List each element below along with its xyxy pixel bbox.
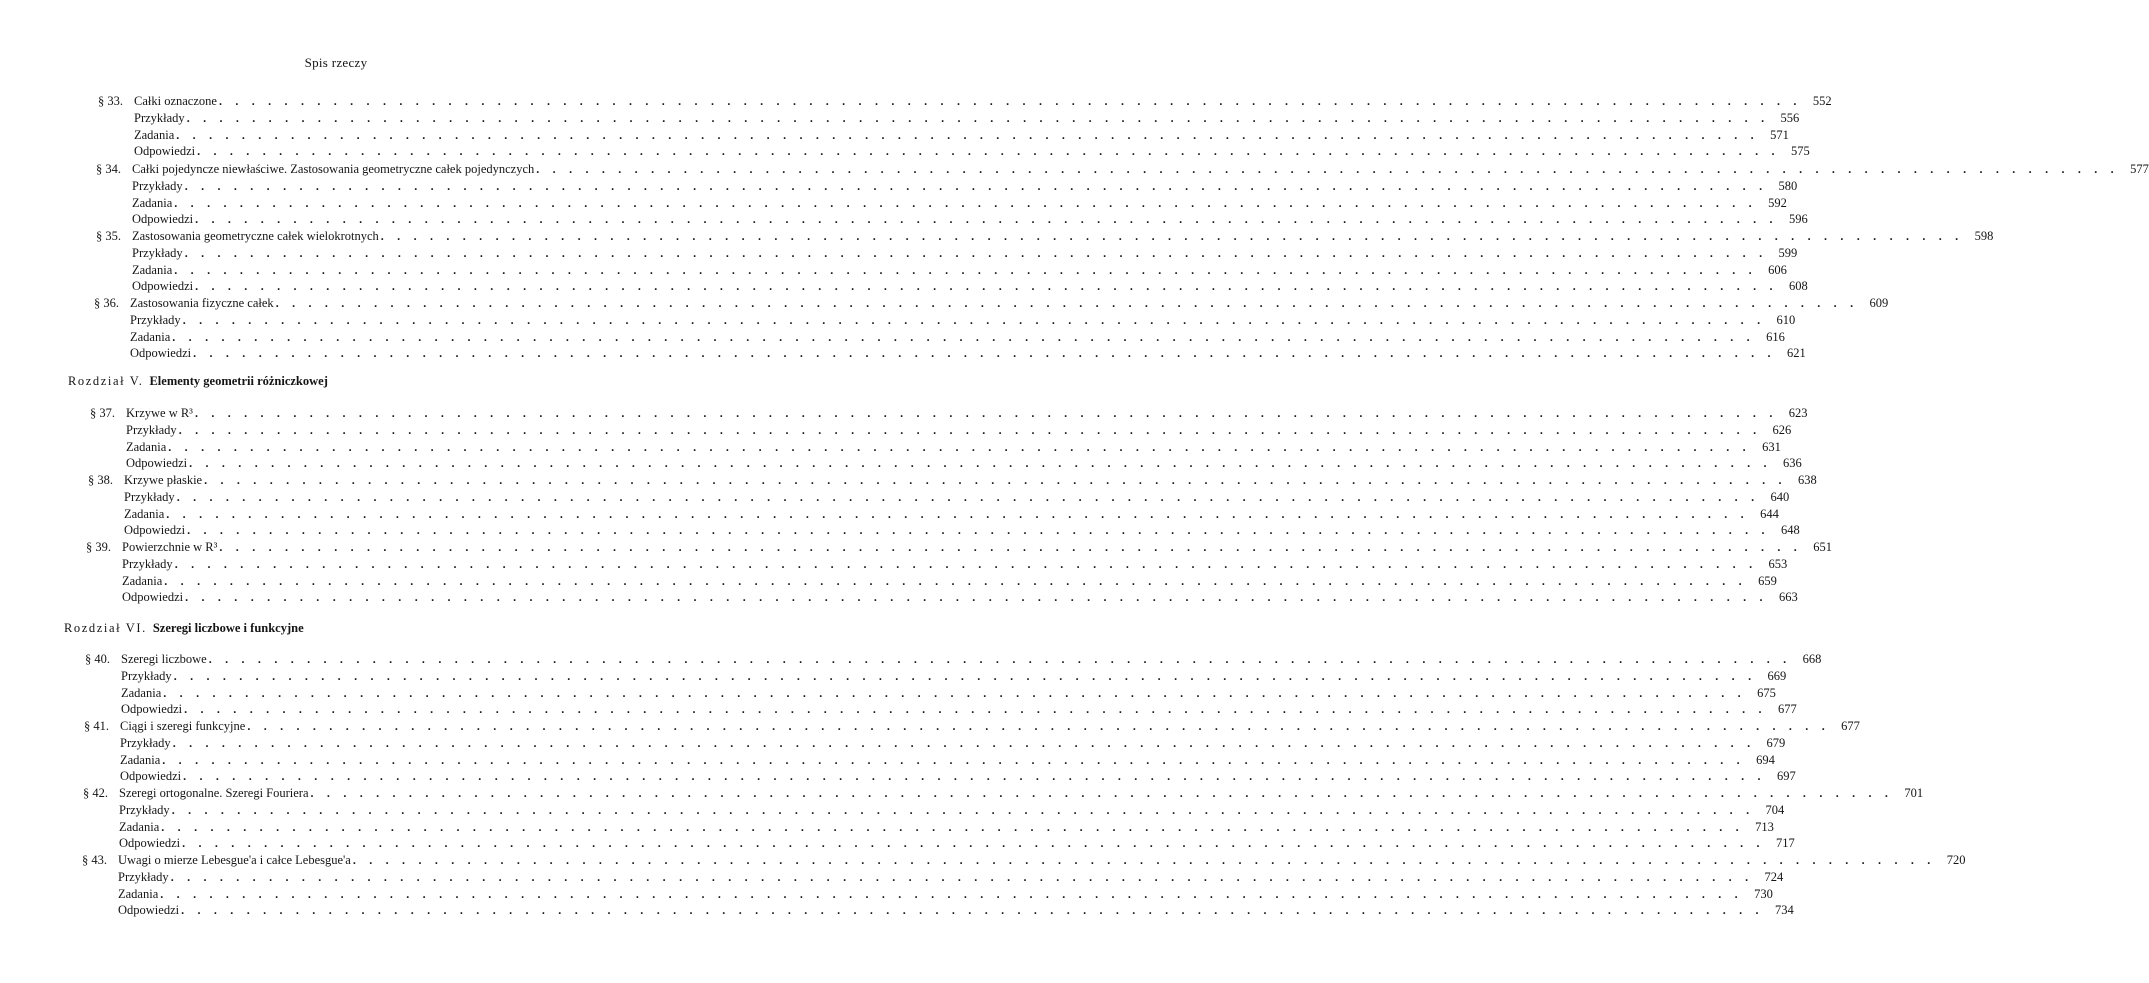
dot-leader: . . . . . . . . . . . . . . . . . . . . . . . . . . . . . . . . . . . . . . . . . . . . . . . . . . . . . . . . . . . . . . . . . . . . . . . . . . . . . . . . . . . . . . . . . . . . . . . . . — [178, 422, 1762, 437]
dot-leader: . . . . . . . . . . . . . . . . . . . . . . . . . . . . . . . . . . . . . . . . . . . . . . . . . . . . . . . . . . . . . . . . . . . . . . . . . . . . . . . . . . . . . . . . . . . . . . . . . — [183, 769, 1766, 784]
section-title: Szeregi ortogonalne. Szeregi Fouriera — [119, 786, 309, 800]
subentry-label: Zadania — [124, 506, 165, 521]
subentry-label: Przykłady — [121, 668, 172, 683]
chapter-title: Szeregi liczbowe i funkcyjne — [152, 621, 304, 635]
page-number: 596 — [1788, 212, 1808, 227]
page-title: Spis rzeczy — [304, 55, 368, 70]
subentry-label: Odpowiedzi — [119, 836, 181, 851]
page-number: 640 — [1770, 489, 1790, 504]
page-number: 610 — [1776, 312, 1796, 327]
page-number: 730 — [1754, 886, 1773, 901]
dot-leader: . . . . . . . . . . . . . . . . . . . . . . . . . . . . . . . . . . . . . . . . . . . . . . . . . . . . . . . . . . . . . . . . . . . . . . . . . . . . . . . . . . . . . . . . . . . . . . . . . — [174, 195, 1757, 210]
subentry-label: Przykłady — [124, 489, 175, 504]
subentry-label: Przykłady — [120, 735, 171, 750]
dot-leader: . . . . . . . . . . . . . . . . . . . . . . . . . . . . . . . . . . . . . . . . . . . . . . . . . . . . . . . . . . . . . . . . . . . . . . . . . . . . . . . . . . . . . . . . . . . . . . . . . — [168, 439, 1751, 454]
page-number: 724 — [1764, 869, 1784, 884]
toc-subentry-row[interactable] — [83, 835, 1795, 851]
dot-leader: . . . . . . . . . . . . . . . . . . . . . . . . . . . . . . . . . . . . . . . . . . . . . . . . . . . . . . . . . . . . . . . . . . . . . . . . . . . . . . . . . . . . . . . . . . . . . . . . . — [162, 752, 1745, 767]
page-number: 720 — [1946, 853, 1966, 867]
page-number: 556 — [1780, 110, 1800, 125]
page-number: 701 — [1904, 786, 1924, 800]
page-number: 663 — [1778, 590, 1798, 605]
page-number: 552 — [1812, 94, 1832, 108]
toc-subentry-row[interactable] — [90, 422, 1792, 438]
section-number: § 36. — [94, 296, 119, 310]
page-number: 626 — [1772, 422, 1792, 437]
page-number: 648 — [1780, 523, 1800, 538]
section-title: Krzywe w R³ — [126, 406, 193, 420]
dot-leader: . . . . . . . . . . . . . . . . . . . . . . . . . . . . . . . . . . . . . . . . . . . . . . . . . . . . . . . . . . . . . . . . . . . . . . . . . . . . . . . . . . . . . . . . . . . . . . . . . — [182, 312, 1766, 327]
toc-subentry-row[interactable] — [88, 506, 1779, 522]
page-number: 651 — [1813, 540, 1833, 554]
toc-subentry-row[interactable] — [96, 278, 1808, 294]
toc-section-row[interactable] — [88, 472, 1817, 488]
page-number: 599 — [1778, 245, 1798, 260]
subentry-label: Zadania — [132, 262, 173, 277]
dot-leader: . . . . . . . . . . . . . . . . . . . . . . . . . . . . . . . . . . . . . . . . . . . . . . . . . . . . . . . . . . . . . . . . . . . . . . . . . . . . . . . . . . . . . . . . . . . . . . . . . — [194, 406, 1778, 420]
section-title: Zastosowania geometryczne całek wielokrotnych — [132, 229, 379, 243]
toc-subentry-row[interactable] — [86, 573, 1777, 589]
subentry-label: Zadania — [120, 752, 161, 767]
chapter-label: Rozdział V. — [68, 374, 144, 388]
section-title: Zastosowania fizyczne całek — [130, 296, 274, 310]
section-number: § 38. — [88, 473, 113, 487]
subentry-label: Odpowiedzi — [132, 279, 194, 294]
toc-subentry-row[interactable] — [98, 110, 1800, 126]
dot-leader: . . . . . . . . . . . . . . . . . . . . . . . . . . . . . . . . . . . . . . . . . . . . . . . . . . . . . . . . . . . . . . . . . . . . . . . . . . . . . . . . . . . . . . . . . . . . . . . . . — [536, 162, 2119, 176]
subentry-label: Przykłady — [134, 110, 185, 125]
subentry-label: Odpowiedzi — [118, 903, 180, 918]
dot-leader: . . . . . . . . . . . . . . . . . . . . . . . . . . . . . . . . . . . . . . . . . . . . . . . . . . . . . . . . . . . . . . . . . . . . . . . . . . . . . . . . . . . . . . . . . . . . . . . . . — [184, 702, 1767, 717]
toc-subentry-row[interactable] — [90, 439, 1781, 455]
subentry-label: Zadania — [118, 886, 159, 901]
dot-leader: . . . . . . . . . . . . . . . . . . . . . . . . . . . . . . . . . . . . . . . . . . . . . . . . . . . . . . . . . . . . . . . . . . . . . . . . . . . . . . . . . . . . . . . . . . . . . . . . . — [204, 473, 1787, 487]
page-number: 679 — [1766, 735, 1786, 750]
toc-subentry-row[interactable] — [84, 768, 1796, 784]
dot-leader: . . . . . . . . . . . . . . . . . . . . . . . . . . . . . . . . . . . . . . . . . . . . . . . . . . . . . . . . . . . . . . . . . . . . . . . . . . . . . . . . . . . . . . . . . . . . . . . . . — [176, 127, 1759, 142]
page-number: 609 — [1869, 296, 1889, 310]
toc-subentry-row[interactable] — [96, 178, 1798, 194]
page-number: 659 — [1758, 573, 1777, 588]
dot-leader: . . . . . . . . . . . . . . . . . . . . . . . . . . . . . . . . . . . . . . . . . . . . . . . . . . . . . . . . . . . . . . . . . . . . . . . . . . . . . . . . . . . . . . . . . . . . . . . . . — [163, 685, 1746, 700]
page-number: 734 — [1774, 903, 1794, 918]
toc-subentry-row[interactable] — [96, 211, 1808, 227]
toc-subentry-row[interactable] — [85, 685, 1776, 701]
dot-leader: . . . . . . . . . . . . . . . . . . . . . . . . . . . . . . . . . . . . . . . . . . . . . . . . . . . . . . . . . . . . . . . . . . . . . . . . . . . . . . . . . . . . . . . . . . . . . . . . . — [195, 279, 1778, 294]
chapter-label: Rozdział VI. — [64, 621, 147, 635]
page-number: 653 — [1768, 556, 1788, 571]
toc-subentry-row[interactable] — [82, 902, 1794, 918]
dot-leader: . . . . . . . . . . . . . . . . . . . . . . . . . . . . . . . . . . . . . . . . . . . . . . . . . . . . . . . . . . . . . . . . . . . . . . . . . . . . . . . . . . . . . . . . . . . . . . . . . — [173, 668, 1757, 683]
page-number: 675 — [1757, 685, 1776, 700]
toc-subentry-row[interactable] — [94, 345, 1806, 361]
section-number: § 35. — [96, 229, 121, 243]
section-title: Powierzchnie w R³ — [122, 540, 218, 554]
page-number: 571 — [1770, 127, 1789, 142]
subentry-label: Przykłady — [122, 556, 173, 571]
subentry-label: Przykłady — [132, 245, 183, 260]
toc-subentry-row[interactable] — [84, 752, 1775, 768]
section-number: § 43. — [82, 853, 107, 867]
toc-section-row[interactable] — [98, 93, 1832, 109]
page-number: 694 — [1756, 752, 1775, 767]
toc-subentry-row[interactable] — [86, 556, 1788, 572]
toc-subentry-row[interactable] — [85, 668, 1787, 684]
section-number: § 37. — [90, 406, 115, 420]
subentry-label: Przykłady — [132, 178, 183, 193]
dot-leader: . . . . . . . . . . . . . . . . . . . . . . . . . . . . . . . . . . . . . . . . . . . . . . . . . . . . . . . . . . . . . . . . . . . . . . . . . . . . . . . . . . . . . . . . . . . . . . . . . — [197, 144, 1780, 159]
page-number: 631 — [1762, 439, 1781, 454]
dot-leader: . . . . . . . . . . . . . . . . . . . . . . . . . . . . . . . . . . . . . . . . . . . . . . . . . . . . . . . . . . . . . . . . . . . . . . . . . . . . . . . . . . . . . . . . . . . . . . . . . — [171, 802, 1755, 817]
page-number: 575 — [1790, 144, 1810, 159]
toc-section-row[interactable] — [85, 651, 1822, 667]
dot-leader: . . . . . . . . . . . . . . . . . . . . . . . . . . . . . . . . . . . . . . . . . . . . . . . . . . . . . . . . . . . . . . . . . . . . . . . . . . . . . . . . . . . . . . . . . . . . . . . . . — [193, 346, 1776, 361]
toc-subentry-row[interactable] — [86, 589, 1798, 605]
toc-subentry-row[interactable] — [94, 312, 1796, 328]
toc-section-row[interactable] — [86, 539, 1833, 555]
dot-leader: . . . . . . . . . . . . . . . . . . . . . . . . . . . . . . . . . . . . . . . . . . . . . . . . . . . . . . . . . . . . . . . . . . . . . . . . . . . . . . . . . . . . . . . . . . . . . . . . . — [172, 329, 1755, 344]
toc-subentry-row[interactable] — [82, 886, 1773, 902]
subentry-label: Przykłady — [118, 869, 169, 884]
dot-leader: . . . . . . . . . . . . . . . . . . . . . . . . . . . . . . . . . . . . . . . . . . . . . . . . . . . . . . . . . . . . . . . . . . . . . . . . . . . . . . . . . . . . . . . . . . . . . . . . . — [181, 903, 1764, 918]
subentry-label: Odpowiedzi — [121, 702, 183, 717]
subentry-label: Odpowiedzi — [130, 346, 192, 361]
toc-subentry-row[interactable] — [84, 735, 1786, 751]
toc-section-row[interactable] — [90, 405, 1808, 421]
subentry-label: Przykłady — [126, 422, 177, 437]
dot-leader: . . . . . . . . . . . . . . . . . . . . . . . . . . . . . . . . . . . . . . . . . . . . . . . . . . . . . . . . . . . . . . . . . . . . . . . . . . . . . . . . . . . . . . . . . . . . . . . . . — [380, 229, 1964, 243]
toc-subentry-row[interactable] — [88, 489, 1790, 505]
section-number: § 33. — [98, 94, 123, 108]
page-number: 677 — [1841, 719, 1860, 733]
subentry-label: Zadania — [130, 329, 171, 344]
subentry-label: Zadania — [134, 127, 175, 142]
page-number: 577 — [2130, 162, 2149, 176]
dot-leader: . . . . . . . . . . . . . . . . . . . . . . . . . . . . . . . . . . . . . . . . . . . . . . . . . . . . . . . . . . . . . . . . . . . . . . . . . . . . . . . . . . . . . . . . . . . . . . . . . — [195, 212, 1778, 227]
page-number: 608 — [1788, 279, 1808, 294]
subentry-label: Przykłady — [130, 312, 181, 327]
page-number: 592 — [1768, 195, 1787, 210]
toc-section-row[interactable] — [96, 228, 1994, 244]
dot-leader: . . . . . . . . . . . . . . . . . . . . . . . . . . . . . . . . . . . . . . . . . . . . . . . . . . . . . . . . . . . . . . . . . . . . . . . . . . . . . . . . . . . . . . . . . . . . . . . . . — [184, 178, 1768, 193]
subentry-label: Zadania — [121, 685, 162, 700]
dot-leader: . . . . . . . . . . . . . . . . . . . . . . . . . . . . . . . . . . . . . . . . . . . . . . . . . . . . . . . . . . . . . . . . . . . . . . . . . . . . . . . . . . . . . . . . . . . . . . . . . — [208, 652, 1792, 666]
toc-section-row[interactable] — [96, 161, 2149, 177]
dot-leader: . . . . . . . . . . . . . . . . . . . . . . . . . . . . . . . . . . . . . . . . . . . . . . . . . . . . . . . . . . . . . . . . . . . . . . . . . . . . . . . . . . . . . . . . . . . . . . . . . — [247, 719, 1830, 733]
toc-section-row[interactable] — [83, 785, 1924, 801]
dot-leader: . . . . . . . . . . . . . . . . . . . . . . . . . . . . . . . . . . . . . . . . . . . . . . . . . . . . . . . . . . . . . . . . . . . . . . . . . . . . . . . . . . . . . . . . . . . . . . . . . — [187, 523, 1770, 538]
toc-subentry-row[interactable] — [94, 329, 1785, 345]
dot-leader: . . . . . . . . . . . . . . . . . . . . . . . . . . . . . . . . . . . . . . . . . . . . . . . . . . . . . . . . . . . . . . . . . . . . . . . . . . . . . . . . . . . . . . . . . . . . . . . . . — [182, 836, 1765, 851]
toc-section-row[interactable] — [82, 852, 1966, 868]
toc-subentry-row[interactable] — [82, 869, 1784, 885]
section-title: Całki oznaczone — [134, 94, 217, 108]
toc-subentry-row[interactable] — [83, 819, 1774, 835]
dot-leader: . . . . . . . . . . . . . . . . . . . . . . . . . . . . . . . . . . . . . . . . . . . . . . . . . . . . . . . . . . . . . . . . . . . . . . . . . . . . . . . . . . . . . . . . . . . . . . . . . — [172, 735, 1756, 750]
dot-leader: . . . . . . . . . . . . . . . . . . . . . . . . . . . . . . . . . . . . . . . . . . . . . . . . . . . . . . . . . . . . . . . . . . . . . . . . . . . . . . . . . . . . . . . . . . . . . . . . . — [218, 94, 1802, 108]
subentry-label: Zadania — [122, 573, 163, 588]
page-number: 717 — [1775, 836, 1795, 851]
dot-leader: . . . . . . . . . . . . . . . . . . . . . . . . . . . . . . . . . . . . . . . . . . . . . . . . . . . . . . . . . . . . . . . . . . . . . . . . . . . . . . . . . . . . . . . . . . . . . . . . . — [310, 786, 1894, 800]
dot-leader: . . . . . . . . . . . . . . . . . . . . . . . . . . . . . . . . . . . . . . . . . . . . . . . . . . . . . . . . . . . . . . . . . . . . . . . . . . . . . . . . . . . . . . . . . . . . . . . . . — [352, 853, 1936, 867]
dot-leader: . . . . . . . . . . . . . . . . . . . . . . . . . . . . . . . . . . . . . . . . . . . . . . . . . . . . . . . . . . . . . . . . . . . . . . . . . . . . . . . . . . . . . . . . . . . . . . . . . — [184, 245, 1768, 260]
page-number: 644 — [1760, 506, 1779, 521]
dot-leader: . . . . . . . . . . . . . . . . . . . . . . . . . . . . . . . . . . . . . . . . . . . . . . . . . . . . . . . . . . . . . . . . . . . . . . . . . . . . . . . . . . . . . . . . . . . . . . . . . — [219, 540, 1803, 554]
page-number: 606 — [1768, 262, 1787, 277]
section-number: § 41. — [84, 719, 109, 733]
subentry-label: Przykłady — [119, 802, 170, 817]
subentry-label: Odpowiedzi — [126, 456, 188, 471]
subentry-label: Odpowiedzi — [134, 144, 196, 159]
toc-section-row[interactable] — [84, 718, 1860, 734]
page-number: 580 — [1778, 178, 1798, 193]
dot-leader: . . . . . . . . . . . . . . . . . . . . . . . . . . . . . . . . . . . . . . . . . . . . . . . . . . . . . . . . . . . . . . . . . . . . . . . . . . . . . . . . . . . . . . . . . . . . . . . . . — [189, 456, 1772, 471]
page-number: 669 — [1767, 668, 1787, 683]
page-number: 616 — [1766, 329, 1785, 344]
dot-leader: . . . . . . . . . . . . . . . . . . . . . . . . . . . . . . . . . . . . . . . . . . . . . . . . . . . . . . . . . . . . . . . . . . . . . . . . . . . . . . . . . . . . . . . . . . . . . . . . . — [174, 262, 1757, 277]
chapter-title: Elementy geometrii różniczkowej — [149, 374, 328, 388]
section-title: Uwagi o mierze Lebesgue'a i całce Lebesgue'a — [118, 853, 351, 867]
dot-leader: . . . . . . . . . . . . . . . . . . . . . . . . . . . . . . . . . . . . . . . . . . . . . . . . . . . . . . . . . . . . . . . . . . . . . . . . . . . . . . . . . . . . . . . . . . . . . . . . . — [185, 590, 1768, 605]
subentry-label: Odpowiedzi — [124, 523, 186, 538]
section-title: Ciągi i szeregi funkcyjne — [120, 719, 246, 733]
dot-leader: . . . . . . . . . . . . . . . . . . . . . . . . . . . . . . . . . . . . . . . . . . . . . . . . . . . . . . . . . . . . . . . . . . . . . . . . . . . . . . . . . . . . . . . . . . . . . . . . . — [170, 869, 1754, 884]
page-number: 621 — [1786, 346, 1806, 361]
toc-subentry-row[interactable] — [98, 127, 1789, 143]
chapter-heading — [68, 372, 328, 390]
toc-subentry-row[interactable] — [96, 195, 1787, 211]
page-number: 697 — [1776, 769, 1796, 784]
dot-leader: . . . . . . . . . . . . . . . . . . . . . . . . . . . . . . . . . . . . . . . . . . . . . . . . . . . . . . . . . . . . . . . . . . . . . . . . . . . . . . . . . . . . . . . . . . . . . . . . . — [161, 819, 1744, 834]
subentry-label: Odpowiedzi — [120, 769, 182, 784]
dot-leader: . . . . . . . . . . . . . . . . . . . . . . . . . . . . . . . . . . . . . . . . . . . . . . . . . . . . . . . . . . . . . . . . . . . . . . . . . . . . . . . . . . . . . . . . . . . . . . . . . — [160, 886, 1743, 901]
section-title: Krzywe płaskie — [124, 473, 203, 487]
page-number: 668 — [1802, 652, 1822, 666]
section-number: § 40. — [85, 652, 110, 666]
subentry-label: Odpowiedzi — [132, 212, 194, 227]
toc-subentry-row[interactable] — [83, 802, 1785, 818]
page-number: 598 — [1974, 229, 1994, 243]
dot-leader: . . . . . . . . . . . . . . . . . . . . . . . . . . . . . . . . . . . . . . . . . . . . . . . . . . . . . . . . . . . . . . . . . . . . . . . . . . . . . . . . . . . . . . . . . . . . . . . . . — [275, 296, 1859, 310]
dot-leader: . . . . . . . . . . . . . . . . . . . . . . . . . . . . . . . . . . . . . . . . . . . . . . . . . . . . . . . . . . . . . . . . . . . . . . . . . . . . . . . . . . . . . . . . . . . . . . . . . — [174, 556, 1758, 571]
page-number: 623 — [1788, 406, 1808, 420]
dot-leader: . . . . . . . . . . . . . . . . . . . . . . . . . . . . . . . . . . . . . . . . . . . . . . . . . . . . . . . . . . . . . . . . . . . . . . . . . . . . . . . . . . . . . . . . . . . . . . . . . — [166, 506, 1749, 521]
toc-subentry-row[interactable] — [85, 701, 1797, 717]
section-number: § 34. — [96, 162, 121, 176]
subentry-label: Zadania — [119, 819, 160, 834]
page-number: 677 — [1777, 702, 1797, 717]
subentry-label: Zadania — [126, 439, 167, 454]
toc-subentry-row[interactable] — [96, 245, 1798, 261]
page-number: 713 — [1755, 819, 1774, 834]
page-number: 704 — [1765, 802, 1785, 817]
toc-subentry-row[interactable] — [90, 455, 1802, 471]
toc-subentry-row[interactable] — [88, 522, 1800, 538]
dot-leader: . . . . . . . . . . . . . . . . . . . . . . . . . . . . . . . . . . . . . . . . . . . . . . . . . . . . . . . . . . . . . . . . . . . . . . . . . . . . . . . . . . . . . . . . . . . . . . . . . — [164, 573, 1747, 588]
toc-subentry-row[interactable] — [98, 143, 1810, 159]
section-number: § 39. — [86, 540, 111, 554]
section-title: Całki pojedyncze niewłaściwe. Zastosowania geometryczne całek pojedynczych — [132, 162, 535, 176]
toc-subentry-row[interactable] — [96, 262, 1787, 278]
section-number: § 42. — [83, 786, 108, 800]
chapter-heading — [64, 619, 304, 637]
subentry-label: Odpowiedzi — [122, 590, 184, 605]
page-number: 636 — [1782, 456, 1802, 471]
toc-section-row[interactable] — [94, 295, 1889, 311]
subentry-label: Zadania — [132, 195, 173, 210]
section-title: Szeregi liczbowe — [121, 652, 207, 666]
page-number: 638 — [1797, 473, 1817, 487]
dot-leader: . . . . . . . . . . . . . . . . . . . . . . . . . . . . . . . . . . . . . . . . . . . . . . . . . . . . . . . . . . . . . . . . . . . . . . . . . . . . . . . . . . . . . . . . . . . . . . . . . — [186, 110, 1770, 125]
dot-leader: . . . . . . . . . . . . . . . . . . . . . . . . . . . . . . . . . . . . . . . . . . . . . . . . . . . . . . . . . . . . . . . . . . . . . . . . . . . . . . . . . . . . . . . . . . . . . . . . . — [176, 489, 1760, 504]
